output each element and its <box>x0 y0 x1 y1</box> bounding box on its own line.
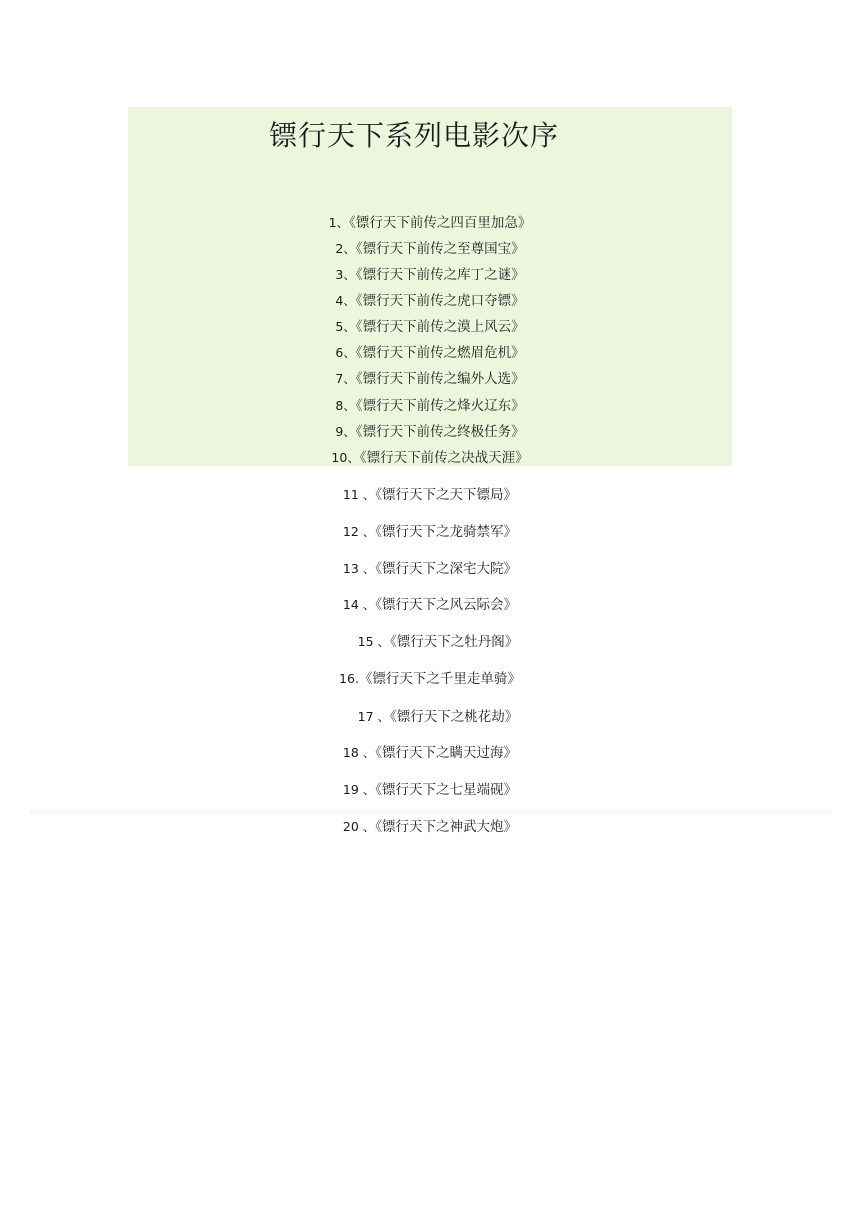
item-number: 13 、 <box>342 561 376 576</box>
list-item <box>0 560 860 578</box>
list-item <box>0 781 860 799</box>
list-item <box>0 423 860 441</box>
item-title: 《镖行天下前传之烽火辽东》 <box>355 398 525 414</box>
divider <box>30 812 830 813</box>
item-title: 《镖行天下之千里走单骑》 <box>358 671 521 687</box>
item-title: 《镖行天下之神武大炮》 <box>375 819 518 835</box>
item-number: 16. <box>339 671 359 686</box>
item-title: 《镖行天下之深宅大院》 <box>375 561 518 577</box>
item-number: 11 、 <box>342 487 376 502</box>
list-item <box>0 449 860 467</box>
item-title: 《镖行天下之天下镖局》 <box>375 487 518 503</box>
list-item <box>0 344 860 362</box>
item-number: 19 、 <box>342 782 376 797</box>
list-item <box>0 818 860 836</box>
list-item <box>0 523 860 541</box>
item-number: 5、 <box>335 319 356 334</box>
item-number: 1、 <box>328 215 350 230</box>
item-number: 12 、 <box>342 524 376 539</box>
item-number: 15 、 <box>357 634 391 649</box>
item-number: 6、 <box>335 345 356 360</box>
item-number: 9、 <box>335 424 356 439</box>
item-number: 20 、 <box>342 819 376 834</box>
item-number: 17 、 <box>357 709 391 724</box>
item-number: 10、 <box>331 450 360 465</box>
item-title: 《镖行天下前传之四百里加急》 <box>349 215 532 231</box>
item-title: 《镖行天下前传之库丁之谜》 <box>355 267 525 283</box>
item-title: 《镖行天下之牡丹阁》 <box>390 634 519 650</box>
list-item <box>0 214 860 232</box>
list-item <box>0 708 860 726</box>
list-item <box>0 670 860 688</box>
list-item <box>0 318 860 336</box>
item-number: 3、 <box>335 267 356 282</box>
list-item <box>0 596 860 614</box>
item-title: 《镖行天下前传之虎口夺镖》 <box>355 293 525 309</box>
page-title: 镖行天下系列电影次序 <box>268 119 559 152</box>
item-number: 14 、 <box>342 597 376 612</box>
list-item <box>0 266 860 284</box>
item-title: 《镖行天下前传之终极任务》 <box>355 424 525 440</box>
item-title: 《镖行天下之风云际会》 <box>375 597 518 613</box>
item-title: 《镖行天下前传之漠上风云》 <box>355 319 525 335</box>
list-item <box>0 292 860 310</box>
item-title: 《镖行天下前传之决战天涯》 <box>359 450 529 466</box>
item-number: 7、 <box>335 371 356 386</box>
item-title: 《镖行天下之七星端砚》 <box>375 782 518 798</box>
item-title: 《镖行天下前传之燃眉危机》 <box>355 345 525 361</box>
list-item <box>0 240 860 258</box>
item-number: 2、 <box>335 241 356 256</box>
list-item <box>0 633 860 651</box>
item-number: 4、 <box>335 293 356 308</box>
list-item <box>0 486 860 504</box>
item-number: 8、 <box>335 398 356 413</box>
item-title: 《镖行天下前传之编外人选》 <box>355 371 525 387</box>
item-title: 《镖行天下前传之至尊国宝》 <box>355 241 525 257</box>
item-title: 《镖行天下之龙骑禁军》 <box>375 524 518 540</box>
item-title: 《镖行天下之桃花劫》 <box>390 709 519 725</box>
item-title: 《镖行天下之瞒天过海》 <box>375 745 518 761</box>
list-item <box>0 397 860 415</box>
list-item <box>0 370 860 388</box>
list-item <box>0 744 860 762</box>
item-number: 18 、 <box>342 745 376 760</box>
